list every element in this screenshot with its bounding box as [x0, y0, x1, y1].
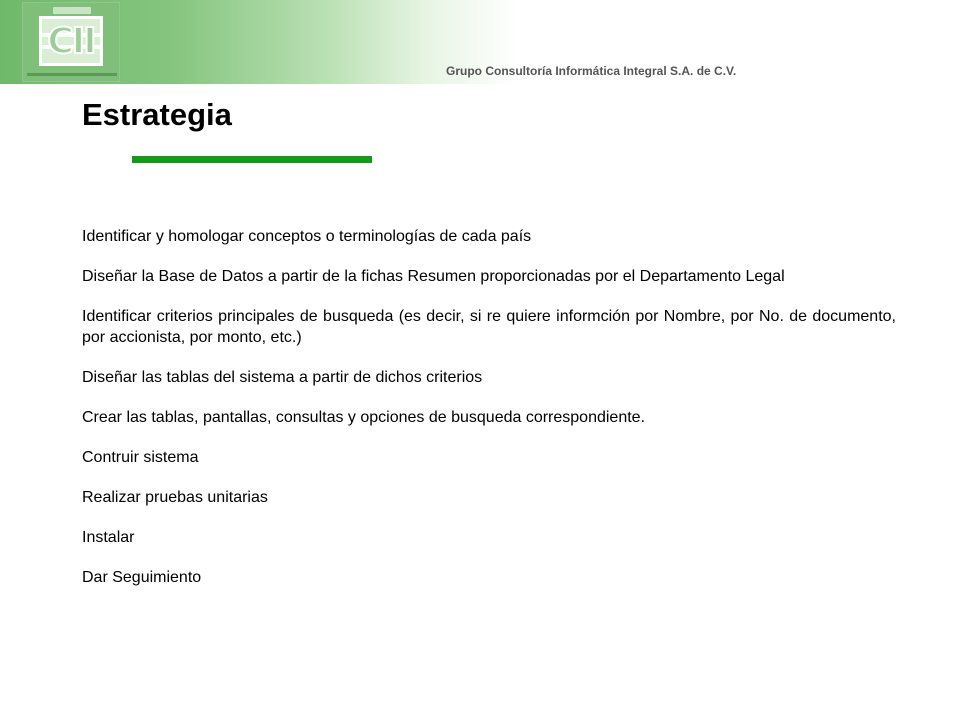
strategy-item: Dar Seguimiento	[82, 569, 202, 586]
strategy-item: Diseñar la Base de Datos a partir de la fichas Resumen proporcionadas por el Departamento Legal	[82, 268, 785, 285]
strategy-item: Diseñar las tablas del sistema a partir de dichos criterios	[82, 369, 483, 386]
company-name: Grupo Consultoría Informática Integral S.A. de C.V.	[446, 64, 737, 78]
logo-caption	[27, 73, 117, 76]
company-logo	[22, 2, 120, 82]
strategy-list	[82, 226, 896, 607]
logo-letters: CII	[47, 21, 95, 62]
strategy-item: Identificar criterios principales de busqueda (es decir, si re quiere informción por Nombre, por No. de documento, por accionista, por monto, etc.)	[82, 308, 896, 346]
page-title: Estrategia	[82, 97, 232, 132]
strategy-item: Identificar y homologar conceptos o terminologías de cada país	[82, 228, 532, 245]
strategy-item: Realizar pruebas unitarias	[82, 489, 268, 506]
title-underline	[132, 156, 372, 163]
logo-tag	[53, 7, 91, 14]
header-banner	[0, 0, 960, 84]
logo-emblem	[39, 16, 103, 66]
strategy-item: Crear las tablas, pantallas, consultas y opciones de busqueda correspondiente.	[82, 409, 646, 426]
strategy-item: Contruir sistema	[82, 449, 199, 466]
strategy-item: Instalar	[82, 529, 135, 546]
